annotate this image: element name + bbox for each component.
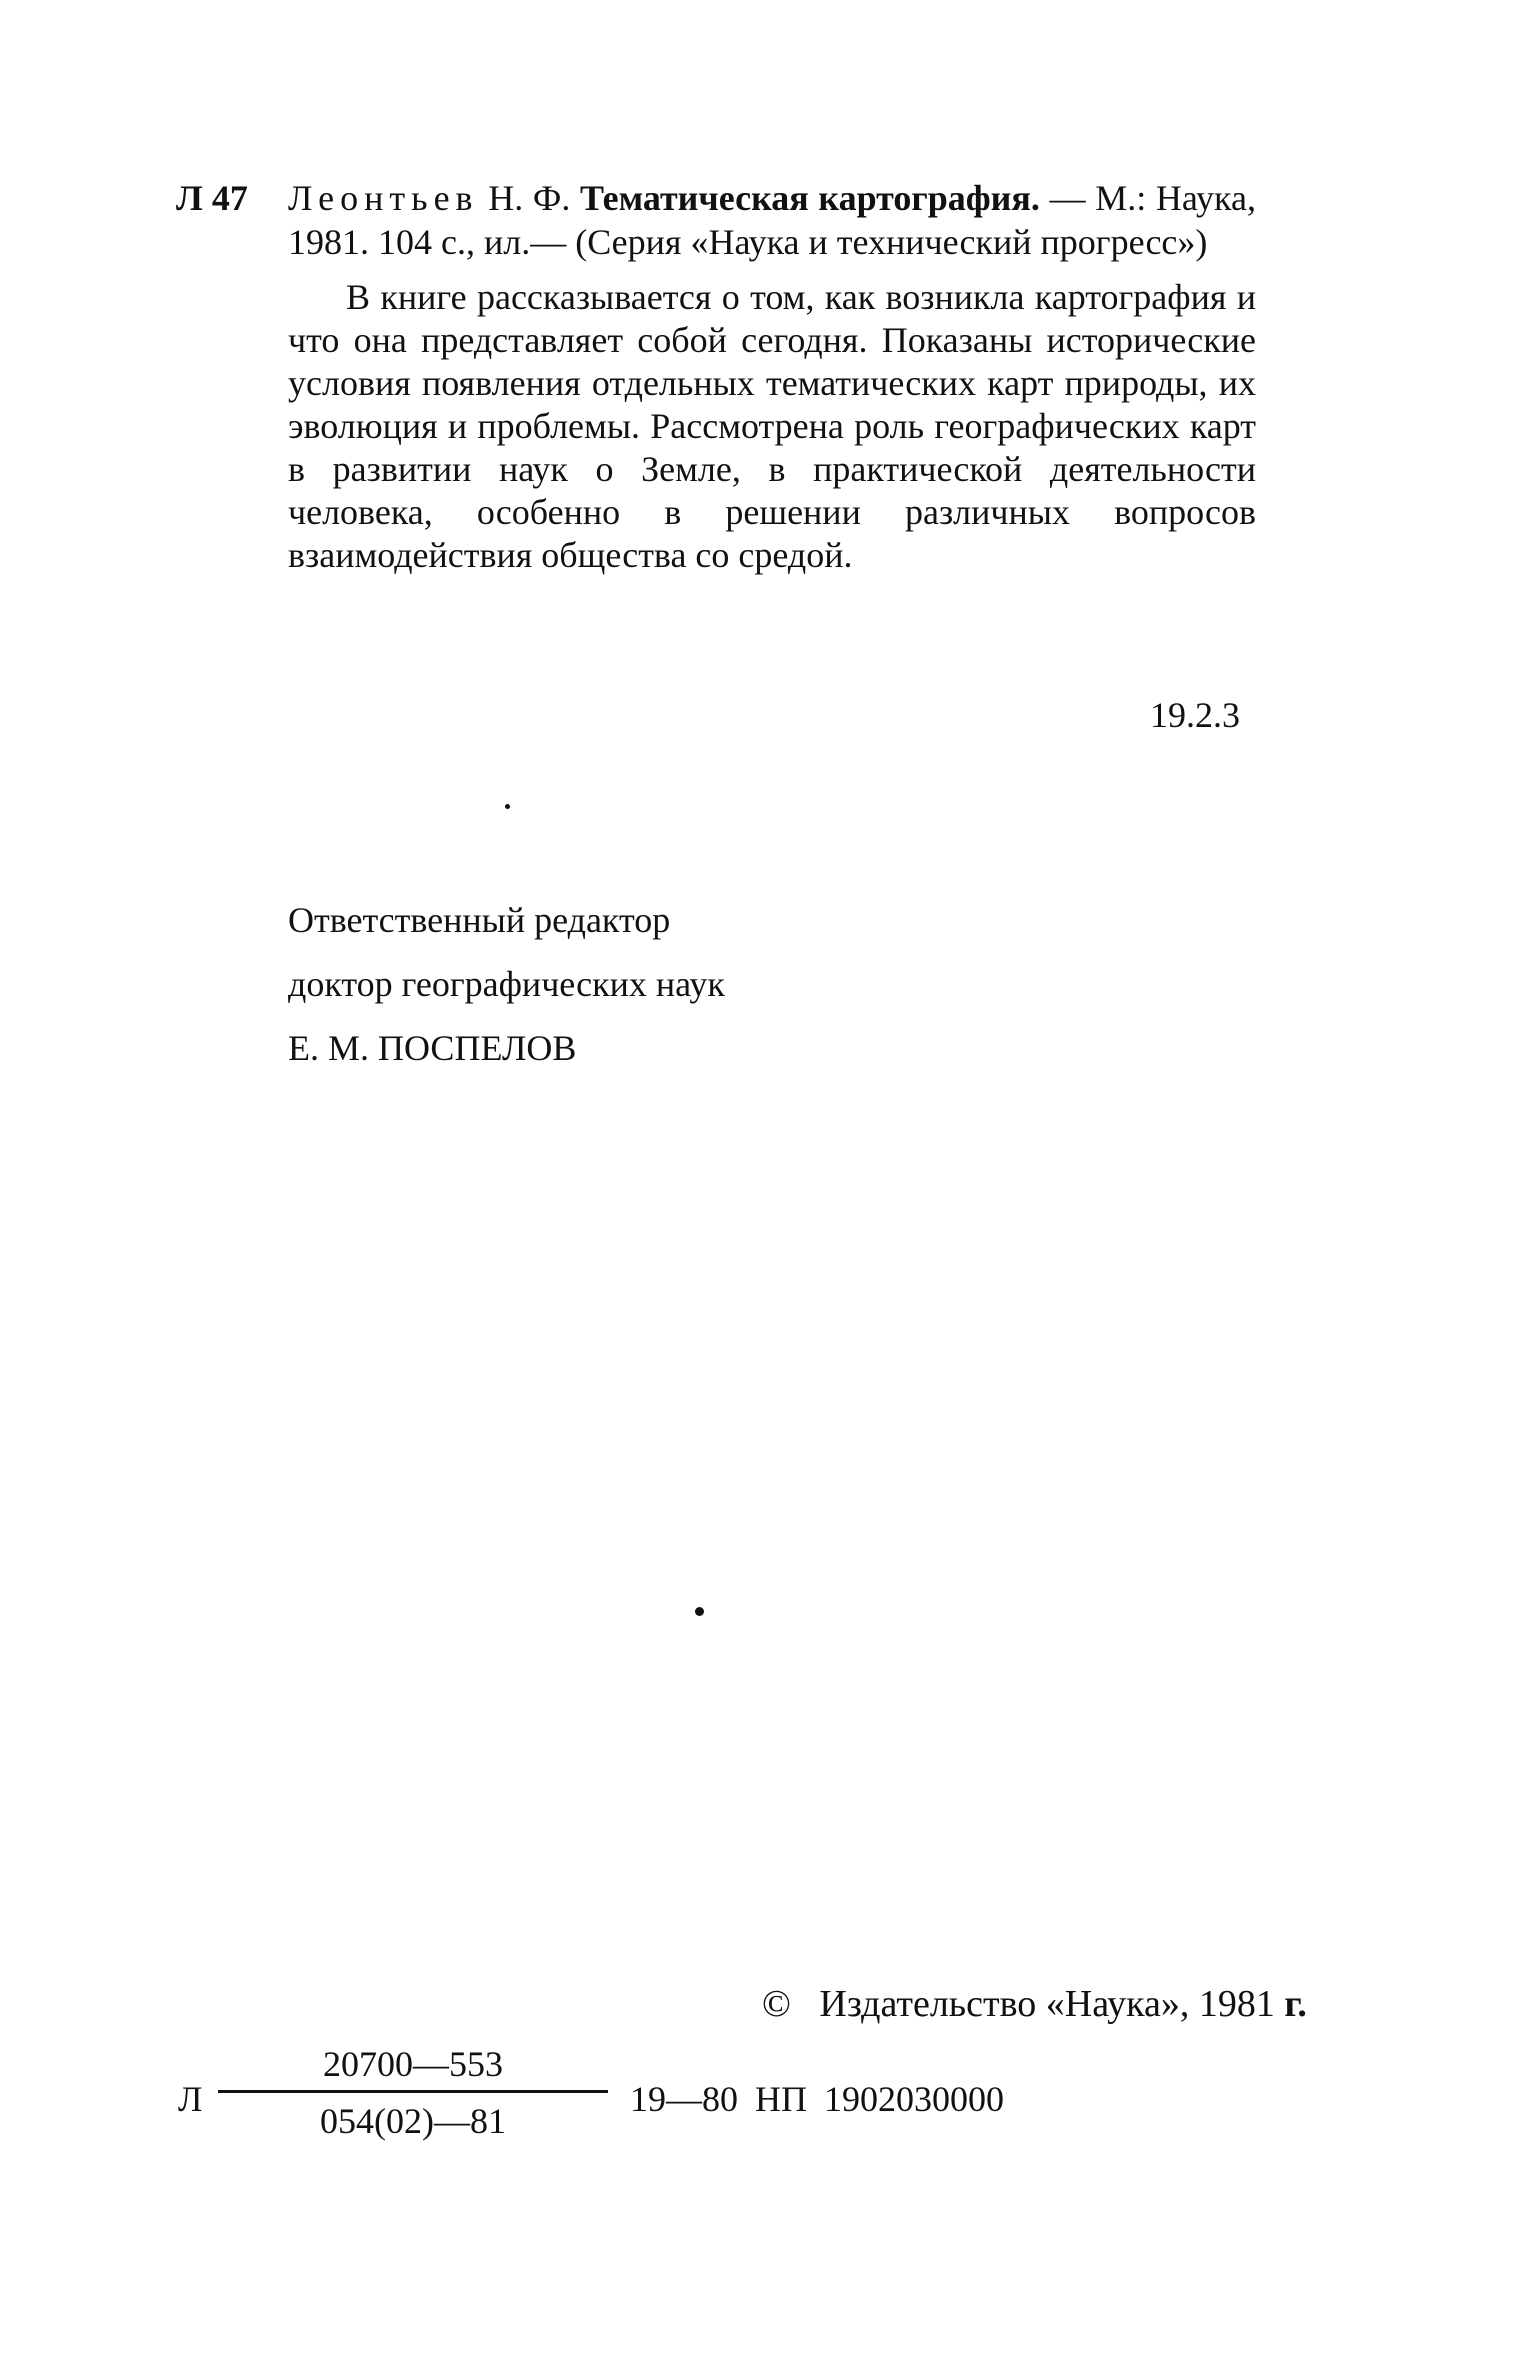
copyright-line (762, 1982, 1307, 2026)
imprint-fraction (218, 2040, 608, 2145)
catalog-card (176, 176, 1256, 577)
classification-code: 19.2.3 (1150, 695, 1240, 735)
publication-details: — М.: Наука, 1981. 104 с., ил.— (Серия «Наука и технический прогресс») (288, 178, 1256, 262)
editor-role: Ответственный редактор (288, 900, 671, 940)
print-speck (695, 1607, 704, 1616)
print-speck (505, 804, 510, 809)
catalog-code: Л 47 (176, 178, 248, 218)
responsible-editor-block (288, 888, 725, 1080)
editor-degree: доктор географических наук (288, 964, 725, 1004)
book-title: Тематическая картография. (580, 178, 1040, 218)
copyright-symbol: © (762, 1983, 791, 2025)
imprint-letter: Л (178, 2079, 203, 2119)
imprint-denominator: 054(02)—81 (320, 2101, 506, 2141)
copyright-year-suffix: г. (1284, 1983, 1307, 2025)
copyright-publisher: Издательство «Наука», 1981 (819, 1983, 1275, 2025)
imprint-codes: 19—80 НП 1902030000 (630, 2079, 1004, 2119)
book-abstract: В книге рассказывается о том, как возникла картография и что она представляет собой сегодня. Показаны исторические условия появления отдельных тематических карт природы, их эволюция и проблемы. Рассмотрена роль географических карт в развитии наук о Земле, в практической деятельности человека, особенно в решении различных вопросов взаимодействия общества со средой. (288, 277, 1256, 575)
imprint-numerator: 20700—553 (323, 2044, 503, 2084)
bibliographic-entry (288, 176, 1256, 264)
author-initials: Н. Ф. (488, 178, 571, 218)
editor-name: Е. М. ПОСПЕЛОВ (288, 1028, 577, 1068)
author-surname: Леонтьев (288, 178, 479, 218)
fraction-bar (218, 2090, 608, 2093)
